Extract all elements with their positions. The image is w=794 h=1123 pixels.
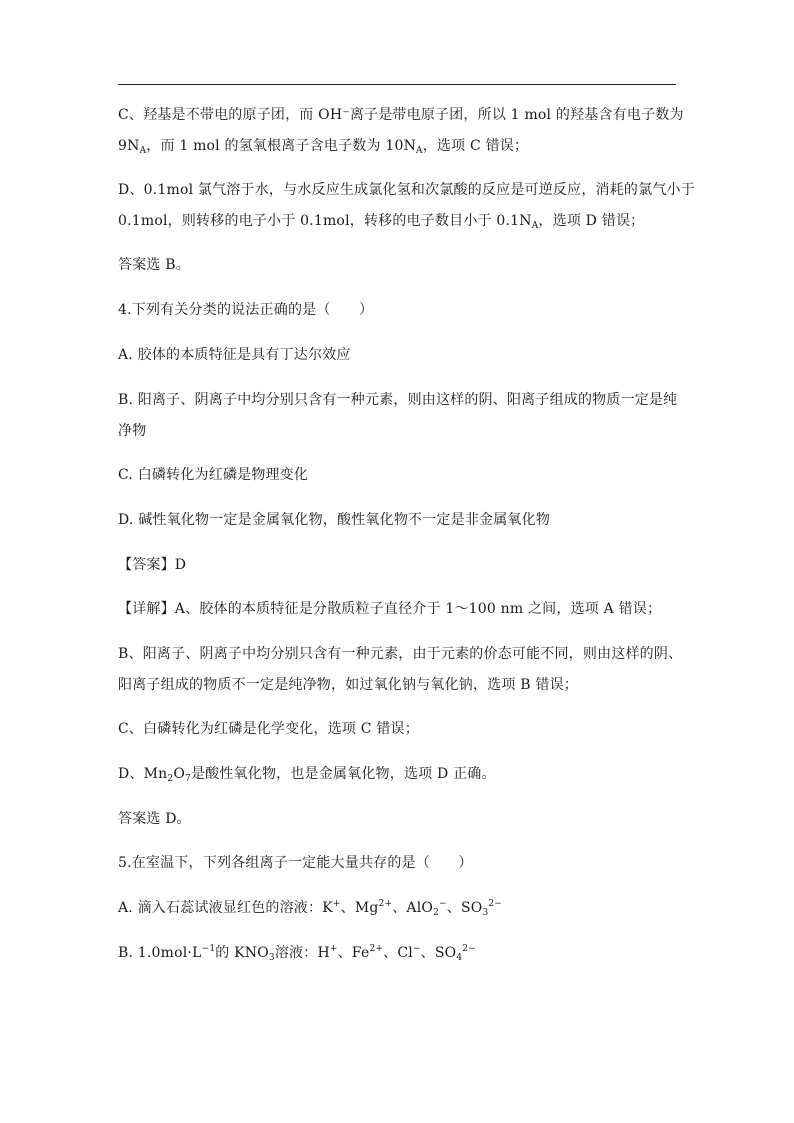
explanation-d-line2 [118, 212, 644, 230]
question-4-option-b-line2: 净物 [118, 423, 147, 439]
text-segment: A. 滴入石蕊试液显红色的溶液：K [118, 900, 333, 916]
question-5-option-a [118, 899, 502, 917]
question-4: 4.下列有关分类的说法正确的是（ ） [118, 302, 374, 318]
question-4-option-c: C. 白磷转化为红磷是物理变化 [118, 467, 309, 483]
question-4-explanation-a: 【详解】A、胶体的本质特征是分散质粒子直径介于 1～100 nm 之间，选项 A 错误； [118, 601, 662, 617]
question-4-explanation-b-line1: B、阳离子、阴离子中均分别只含有一种元素，由于元素的价态可能不同，则由这样的阴、 [118, 646, 683, 662]
question-4-option-d: D. 碱性氧化物一定是金属氧化物，酸性氧化物不一定是非金属氧化物 [118, 512, 551, 528]
subscript: 4 [456, 953, 463, 963]
superscript: 2− [488, 899, 503, 909]
subscript: A [416, 146, 423, 156]
text-segment: O [173, 766, 186, 782]
superscript: + [329, 944, 338, 954]
explanation-c-line2 [118, 137, 528, 155]
subscript: 3 [268, 953, 275, 963]
question-4-explanation-c: C、白磷转化为红磷是化学变化，选项 C 错误； [118, 721, 419, 737]
subscript: 3 [482, 908, 489, 918]
text-segment: 、SO [446, 900, 483, 916]
text-segment: 溶液：H [274, 945, 330, 961]
text-segment: 是酸性氧化物，也是金属氧化物，选项 D 正确。 [190, 766, 496, 782]
text-segment: ，而 1 mol 的氢氧根离子含电子数为 10N [146, 138, 417, 154]
subscript: 2 [167, 774, 174, 784]
question-5: 5.在室温下，下列各组离子一定能大量共存的是（ ） [118, 855, 473, 871]
question-5-option-b [118, 944, 476, 962]
question-4-option-b-line1: B. 阳离子、阴离子中均分别只含有一种元素，则由这样的阴、阳离子组成的物质一定是纯 [118, 392, 678, 408]
superscript: − [412, 944, 421, 954]
answer-line-4: 答案选 D。 [118, 811, 191, 827]
text-segment: ，选项 D 错误； [538, 213, 645, 229]
question-4-option-a: A. 胶体的本质特征是具有丁达尔效应 [118, 347, 351, 363]
subscript: 2 [433, 908, 440, 918]
header-rule [118, 84, 676, 85]
answer-line: 答案选 B。 [118, 257, 190, 273]
question-4-explanation-d [118, 765, 496, 783]
text-segment: D、Mn [118, 766, 168, 782]
explanation-c-line1: C、羟基是不带电的原子团，而 OH⁻离子是带电原子团，所以 1 mol 的羟基含有电子数为 [118, 107, 684, 123]
question-4-answer: 【答案】D [118, 557, 187, 573]
text-segment: 、Fe [337, 945, 370, 961]
text-segment: ，选项 C 错误； [422, 138, 529, 154]
superscript: − [439, 899, 447, 909]
subscript: 7 [185, 774, 191, 784]
superscript: −1 [201, 944, 216, 954]
superscript: 2+ [378, 899, 393, 909]
subscript: A [531, 221, 539, 231]
superscript: 2+ [369, 944, 384, 954]
text-segment: 、Cl [383, 945, 413, 961]
text-segment: B. 1.0mol·L [118, 945, 202, 961]
text-segment: 的 KNO [215, 945, 269, 961]
superscript: + [332, 899, 341, 909]
question-4-explanation-b-line2: 阳离子组成的物质不一定是纯净物，如过氧化钠与氧化钠，选项 B 错误； [118, 677, 578, 693]
text-segment: 0.1mol，则转移的电子小于 0.1mol，转移的电子数目小于 0.1N [118, 213, 532, 229]
explanation-d-line1: D、0.1mol 氯气溶于水，与水反应生成氯化氢和次氯酸的反应是可逆反应，消耗的氯气小于 [118, 182, 695, 198]
text-segment: 、Mg [340, 900, 379, 916]
text-segment: 、AlO [392, 900, 434, 916]
superscript: 2− [462, 944, 476, 954]
text-segment: 、SO [420, 945, 457, 961]
subscript: A [139, 146, 147, 156]
text-segment: 9N [118, 138, 140, 154]
